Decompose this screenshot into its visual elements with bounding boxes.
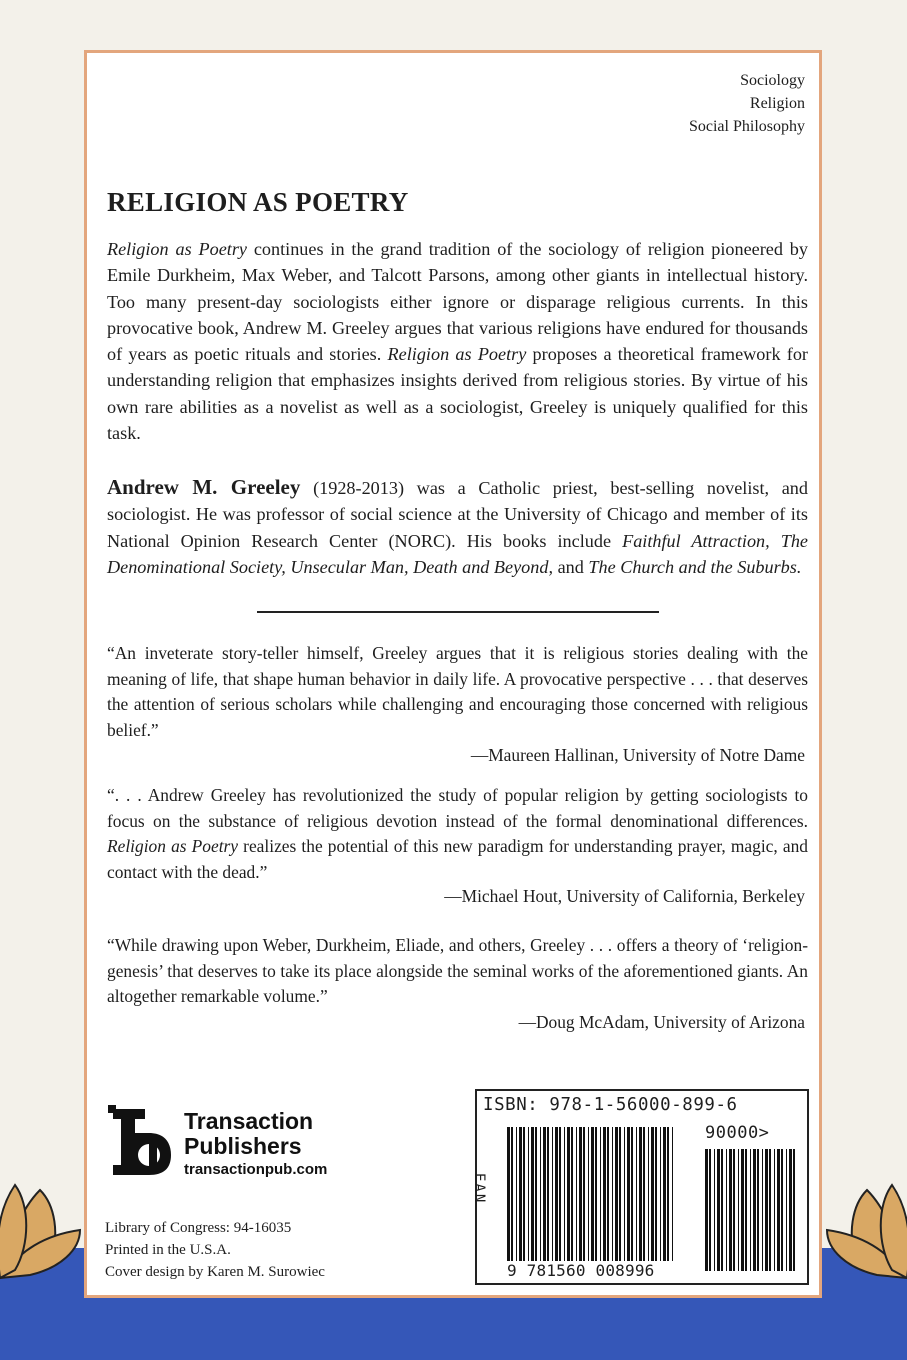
blurb-quote-3: “While drawing upon Weber, Durkheim, Eliade, and others, Greeley . . . offers a theory of ‘religion-genesis’ that deserves to take its place alongside the seminal works of the aforementioned giants. An altogether remarkable volume.” [107,935,808,1006]
transaction-logo-icon [105,1103,175,1179]
credit-cover-design: Cover design by Karen M. Surowiec [105,1264,325,1280]
subject-sociology: Sociology [740,72,805,89]
section-divider [257,611,659,613]
description-part-1: continues in the grand tradition of the sociology of religion pioneered by Emile Durkheim, Max Weber, and Talcott Parsons, among other giants in intellectual history. Too many present-day sociologists either ignore or disparage religious currents. In this provocative book, Andrew M. Greeley argues that various religions have endured for thousands of years as poetic rituals and stories. [107,239,808,365]
isbn-barcode-box [471,1089,809,1285]
subject-categories [689,69,805,138]
bio-text: (1928-2013) was a Catholic priest, best-selling novelist, and sociologist. He was professor of social science at the University of Chicago and member of its National Opinion Research Center (NORC). His books include [107,478,808,551]
ean-barcode [507,1127,675,1275]
back-cover-panel [84,50,822,1298]
publication-credits [105,1217,325,1283]
publisher-url: transactionpub.com [184,1161,328,1178]
subject-religion: Religion [749,95,805,112]
ean-digits: 9 781560 008996 [507,1261,681,1280]
blurb-attribution-2: —Michael Hout, University of California, Berkeley [444,886,805,906]
author-name: Andrew M. Greeley [107,475,301,499]
credit-printed-in: Printed in the U.S.A. [105,1242,231,1258]
bio-books: Faithful Attraction, The Denominational Society, Unsecular Man, Death and Beyond, [107,530,808,577]
blurb-2-part-b: realizes the potential of this new paradigm for understanding prayer, magic, and contact with the dead.” [107,836,808,882]
book-description [107,236,808,446]
blurb-2-title: Religion as Poetry [107,836,239,856]
description-mid-title: Religion as Poetry [387,344,527,365]
bio-and: and [553,556,589,577]
blurb-quote-1: “An inveterate story-teller himself, Greeley argues that it is religious stories dealing with the meaning of life, that shape human behavior in daily life. A provocative perspective . . . that deserves the attention of serious scholars while challenging and encouraging those concerned with religious belief.” [107,643,808,740]
bio-last-book: The Church and the Suburbs. [588,556,802,577]
right-leaf-ornament-icon [817,1160,907,1280]
isbn-number: ISBN: 978-1-56000-899-6 [483,1095,738,1115]
description-lead-title: Religion as Poetry [107,239,247,259]
book-title: RELIGION AS POETRY [107,187,409,217]
blurb-quote-2 [107,783,808,885]
publisher-name-line-2: Publishers [184,1133,302,1159]
price-code: 90000> [705,1123,770,1143]
left-leaf-ornament-icon [0,1160,90,1280]
addon-barcode [705,1149,797,1271]
publisher-logo-text [184,1109,327,1180]
blurb-attribution-3: —Doug McAdam, University of Arizona [518,1012,805,1032]
blurb-attribution-1: —Maureen Hallinan, University of Notre Dame [470,745,805,765]
ean-label: EAN [471,1173,487,1205]
credit-library-of-congress: Library of Congress: 94-16035 [105,1220,292,1236]
subject-social-philosophy: Social Philosophy [688,118,805,135]
blurb-2-part-a: “. . . Andrew Greeley has revolutionized the study of popular religion by getting sociologists to focus on the substance of religious devotion instead of the formal denominational differences. [107,785,808,831]
publisher-name-line-1: Transaction [184,1108,314,1134]
author-bio [107,474,808,580]
description-part-2: proposes a theoretical framework for understanding religion that emphasizes insights derived from religious stories. By virtue of his own rare abilities as a novelist as well as a sociologist, Greeley is uniquely qualified for this task. [107,344,808,444]
